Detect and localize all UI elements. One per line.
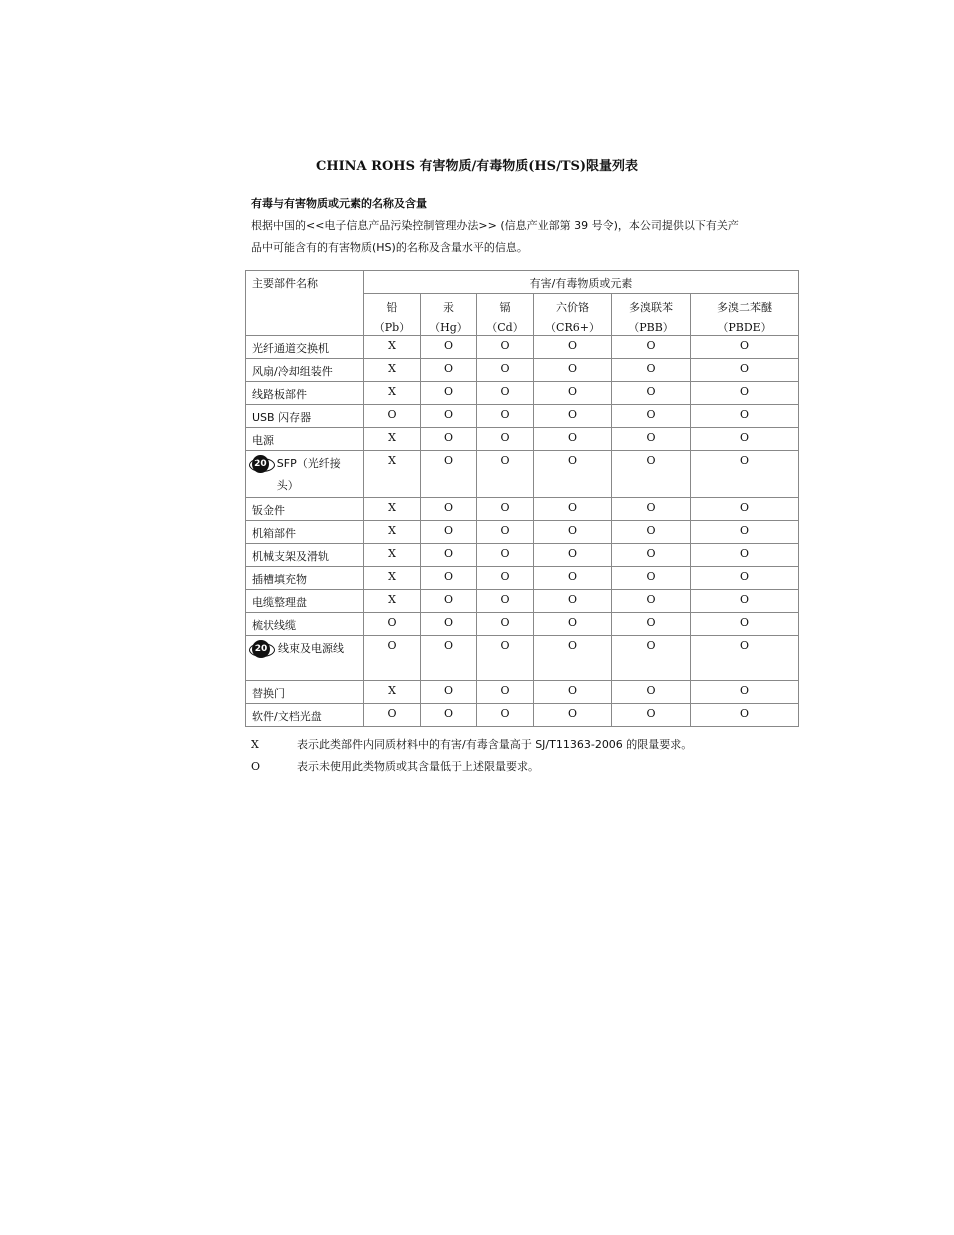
substance-value-cell: X: [364, 451, 421, 498]
table-row: [246, 336, 799, 359]
element-symbol: （PBB）: [612, 315, 691, 336]
substance-value-cell: O: [534, 498, 612, 521]
legend-item-o: [251, 758, 539, 774]
part-name-cell: 机箱部件: [246, 521, 364, 544]
substance-value-cell: O: [612, 681, 691, 704]
substance-value-cell: O: [534, 359, 612, 382]
substance-value-cell: O: [612, 498, 691, 521]
table-row: [246, 428, 799, 451]
part-name-cell: 软件/文档光盘: [246, 704, 364, 727]
substance-value-cell: O: [477, 359, 534, 382]
part-name-cell: [246, 636, 364, 681]
substance-value-cell: X: [364, 590, 421, 613]
part-name-cell: 光纤通道交换机: [246, 336, 364, 359]
substance-value-cell: O: [691, 498, 799, 521]
element-symbol: （PBDE）: [691, 315, 799, 336]
table-row: [246, 521, 799, 544]
substance-value-cell: O: [612, 428, 691, 451]
legend-text: 表示此类部件内同质材料中的有害/有毒含量高于 SJ/T11363-2006 的限量要求。: [297, 738, 693, 751]
substance-value-cell: O: [691, 382, 799, 405]
substance-value-cell: O: [691, 521, 799, 544]
substance-value-cell: O: [477, 613, 534, 636]
substance-value-cell: O: [691, 451, 799, 498]
substance-value-cell: O: [421, 681, 477, 704]
substance-value-cell: O: [534, 451, 612, 498]
substance-value-cell: O: [612, 359, 691, 382]
epup-20-year-icon: 20: [252, 640, 270, 658]
substance-value-cell: O: [534, 681, 612, 704]
element-name: 铅: [364, 294, 421, 316]
element-symbol: （Pb）: [364, 315, 421, 336]
substance-value-cell: O: [612, 567, 691, 590]
substance-value-cell: O: [691, 544, 799, 567]
substance-value-cell: O: [477, 498, 534, 521]
substance-value-cell: O: [421, 590, 477, 613]
substance-value-cell: O: [691, 613, 799, 636]
substance-value-cell: O: [534, 704, 612, 727]
section-heading: 有毒与有害物质或元素的名称及含量: [251, 197, 427, 210]
substance-value-cell: O: [534, 336, 612, 359]
part-name-cell: 风扇/冷却组装件: [246, 359, 364, 382]
substance-value-cell: O: [477, 704, 534, 727]
substance-value-cell: O: [534, 544, 612, 567]
substance-value-cell: O: [612, 704, 691, 727]
substance-value-cell: X: [364, 359, 421, 382]
table-row: [246, 544, 799, 567]
substance-value-cell: O: [691, 405, 799, 428]
element-name: 镉: [477, 294, 534, 316]
table-row: [246, 382, 799, 405]
substance-value-cell: O: [477, 544, 534, 567]
substance-value-cell: O: [691, 590, 799, 613]
substance-value-cell: O: [691, 428, 799, 451]
substance-value-cell: O: [364, 704, 421, 727]
part-name: 线束及电源线: [278, 642, 344, 655]
substance-value-cell: O: [421, 382, 477, 405]
substance-value-cell: O: [477, 382, 534, 405]
substance-value-cell: O: [364, 405, 421, 428]
legend-text: 表示未使用此类物质或其含量低于上述限量要求。: [297, 760, 539, 773]
substance-value-cell: O: [364, 613, 421, 636]
substance-value-cell: O: [691, 567, 799, 590]
part-column-header: 主要部件名称: [246, 271, 364, 336]
table-row: [246, 704, 799, 727]
substance-value-cell: X: [364, 544, 421, 567]
element-name: 六价铬: [534, 294, 612, 316]
element-name: 多溴二苯醚: [691, 294, 799, 316]
epup-20-year-icon: 20: [252, 455, 269, 473]
substance-value-cell: X: [364, 498, 421, 521]
substance-value-cell: O: [421, 521, 477, 544]
substance-value-cell: O: [612, 590, 691, 613]
legend-symbol: X: [251, 738, 259, 751]
part-name-cell: 梳状线缆: [246, 613, 364, 636]
element-symbol: （Hg）: [421, 315, 477, 336]
substance-value-cell: O: [421, 704, 477, 727]
table-row: [246, 636, 799, 681]
substance-value-cell: O: [534, 567, 612, 590]
substance-value-cell: O: [477, 405, 534, 428]
substance-value-cell: O: [534, 521, 612, 544]
part-name-cell: USB 闪存器: [246, 405, 364, 428]
substance-value-cell: O: [691, 704, 799, 727]
substance-value-cell: O: [534, 405, 612, 428]
substance-value-cell: O: [421, 613, 477, 636]
table-row: [246, 451, 799, 498]
substance-value-cell: O: [421, 544, 477, 567]
substance-group-header: 有害/有毒物质或元素: [364, 271, 799, 294]
intro-text-line-1: 根据中国的<<电子信息产品污染控制管理办法>> (信息产业部第 39 号令)，本公司提供以下有关产: [251, 219, 739, 232]
substance-value-cell: O: [612, 451, 691, 498]
intro-text-line-2: 品中可能含有的有害物质(HS)的名称及含量水平的信息。: [251, 241, 528, 254]
substance-value-cell: O: [421, 359, 477, 382]
table-row: [246, 590, 799, 613]
substance-value-cell: O: [364, 636, 421, 681]
element-name: 多溴联苯: [612, 294, 691, 316]
substance-value-cell: O: [421, 498, 477, 521]
table-row: [246, 567, 799, 590]
element-symbol: （Cd）: [477, 315, 534, 336]
substance-value-cell: X: [364, 382, 421, 405]
substance-value-cell: O: [421, 636, 477, 681]
substance-value-cell: X: [364, 567, 421, 590]
part-name-cell: 电源: [246, 428, 364, 451]
substance-value-cell: O: [421, 451, 477, 498]
part-name-cell: 替换门: [246, 681, 364, 704]
substance-value-cell: O: [612, 405, 691, 428]
substance-value-cell: O: [421, 428, 477, 451]
substance-value-cell: O: [477, 636, 534, 681]
table-row: [246, 681, 799, 704]
substance-value-cell: O: [691, 681, 799, 704]
substance-value-cell: O: [691, 336, 799, 359]
substance-value-cell: O: [421, 336, 477, 359]
legend-symbol: O: [251, 760, 261, 773]
substance-value-cell: O: [421, 567, 477, 590]
substance-value-cell: O: [612, 636, 691, 681]
substance-value-cell: O: [534, 382, 612, 405]
substance-value-cell: O: [534, 613, 612, 636]
substance-value-cell: O: [477, 521, 534, 544]
substance-value-cell: O: [691, 636, 799, 681]
substance-value-cell: O: [477, 451, 534, 498]
part-name: SFP（光纤接头）: [276, 457, 341, 492]
substance-value-cell: O: [691, 359, 799, 382]
substance-value-cell: O: [612, 336, 691, 359]
substance-value-cell: O: [612, 382, 691, 405]
part-name-cell: 电缆整理盘: [246, 590, 364, 613]
substance-value-cell: O: [612, 521, 691, 544]
part-name-cell: 机械支架及滑轨: [246, 544, 364, 567]
substance-value-cell: X: [364, 521, 421, 544]
substance-value-cell: X: [364, 336, 421, 359]
part-name-cell: [246, 451, 364, 498]
legend-item-x: [251, 736, 692, 752]
table-row: [246, 498, 799, 521]
table-row: [246, 613, 799, 636]
part-name-cell: 钣金件: [246, 498, 364, 521]
element-name: 汞: [421, 294, 477, 316]
substance-value-cell: O: [612, 613, 691, 636]
substance-value-cell: O: [477, 428, 534, 451]
substance-value-cell: O: [612, 544, 691, 567]
part-name-cell: 线路板部件: [246, 382, 364, 405]
table-row: [246, 405, 799, 428]
substance-value-cell: O: [534, 636, 612, 681]
substance-value-cell: O: [477, 336, 534, 359]
document-title: CHINA ROHS 有害物质/有毒物质(HS/TS)限量列表: [315, 159, 639, 174]
substance-value-cell: O: [534, 428, 612, 451]
substance-value-cell: O: [477, 681, 534, 704]
part-name-cell: 插槽填充物: [246, 567, 364, 590]
substance-value-cell: O: [421, 405, 477, 428]
table-row: [246, 359, 799, 382]
substance-value-cell: O: [534, 590, 612, 613]
substance-value-cell: O: [477, 590, 534, 613]
element-symbol: （CR6+）: [534, 315, 612, 336]
substance-value-cell: X: [364, 428, 421, 451]
rohs-table: [245, 270, 799, 727]
substance-value-cell: X: [364, 681, 421, 704]
substance-value-cell: O: [477, 567, 534, 590]
